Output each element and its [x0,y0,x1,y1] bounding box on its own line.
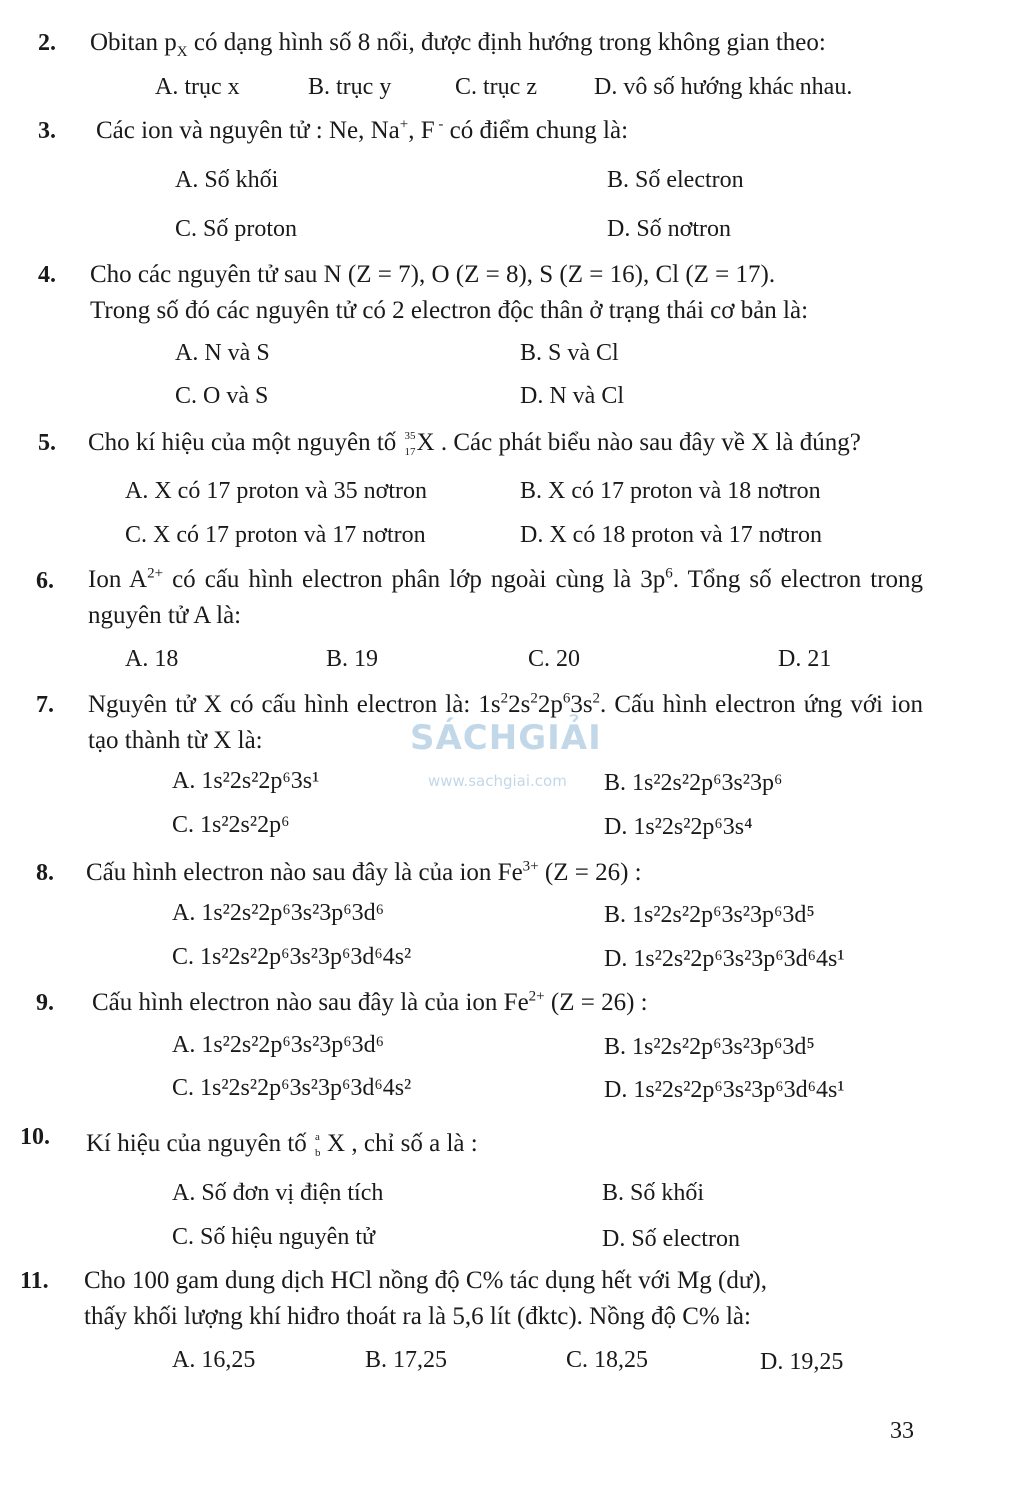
question-number: 8. [36,860,54,886]
option-b: B. X có 17 proton và 18 nơtron [520,478,821,504]
question-stem: Cho các nguyên tử sau N (Z = 7), O (Z = 8), S (Z = 16), Cl (Z = 17). Trong số đó các nguyên tử có 2 electron độc thân ở trạng thái cơ bản là: [90,261,809,324]
watermark-logo: SÁCHGIẢI [410,718,602,758]
option-b: B. Số khối [602,1180,705,1206]
option-c: C. 20 [528,646,581,672]
option-d: D. 1s²2s²2p⁶3s⁴ [604,814,753,840]
option-c: C. 18,25 [566,1347,649,1373]
question-number: 9. [36,990,54,1016]
option-a: A. 1s²2s²2p⁶3s²3p⁶3d⁶ [172,1032,385,1058]
option-c: C. 1s²2s²2p⁶ [172,812,290,838]
page-number: 33 [890,1418,914,1444]
question-stem: Cấu hình electron nào sau đây là của ion $Fe^{3+}$ (Z = 26) : [86,858,642,886]
option-c: C. Số hiệu nguyên tử [172,1224,376,1250]
question-stem: Các ion và nguyên tử : Ne, Na+, F - có điểm chung là: [96,116,629,144]
question-stem: Kí hiệu của nguyên tố a b X , chỉ số a là : [86,1126,916,1162]
option-b: B. 19 [326,646,379,672]
question-number: 4. [38,262,56,288]
option-a: A. 18 [125,646,179,672]
question-number: 7. [36,692,54,718]
option-c: C. 1s²2s²2p⁶3s²3p⁶3d⁶4s² [172,1075,412,1101]
question-number: 5. [38,430,56,456]
option-c: C. Số proton [175,216,298,242]
option-d: D. Số nơtron [607,216,732,242]
option-b: B. Số electron [607,167,744,193]
option-a: A. Số đơn vị điện tích [172,1180,384,1206]
option-b: B. 1s²2s²2p⁶3s²3p⁶3d⁵ [604,902,815,928]
option-d: D. vô số hướng khác nhau. [594,74,853,100]
option-d: D. N và Cl [520,383,624,409]
option-a: A. 1s²2s²2p⁶3s¹ [172,768,320,794]
question-number: 2. [38,30,56,56]
option-c: C. trục z [455,74,537,100]
option-c: C. 1s²2s²2p⁶3s²3p⁶3d⁶4s² [172,944,412,970]
option-d: D. Số electron [602,1226,740,1252]
option-d: D. 19,25 [760,1349,844,1375]
nuclide-notation: a b [315,1131,321,1159]
option-b: B. 1s²2s²2p⁶3s²3p⁶3d⁵ [604,1034,815,1060]
option-a: A. Số khối [175,167,279,193]
question-stem: Cho 100 gam dung dịch HCl nồng độ C% tác dụng hết với Mg (dư), thấy khối lượng khí hiđro thoát ra là 5,6 lít (đktc). Nồng độ C% là: [84,1267,767,1330]
watermark [410,718,620,798]
watermark-url: www.sachgiai.com [428,772,567,790]
option-c: C. O và S [175,383,269,409]
option-b: B. 1s²2s²2p⁶3s²3p⁶ [604,770,783,796]
question-stem: Obitan $p_X$ có dạng hình số 8 nổi, được định hướng trong không gian theo: [90,29,826,60]
option-a: A. N và S [175,340,270,366]
option-d: D. 21 [778,646,832,672]
question-stem: Nguyên tử X có cấu hình electron là: $1s^22s^22p^63s^2$. Cấu hình electron ứng với ion tạo thành từ X là: [88,690,923,754]
option-c: C. X có 17 proton và 17 nơtron [125,522,426,548]
question-stem: Cấu hình electron nào sau đây là của ion $Fe^{2+}$ (Z = 26) : [92,988,648,1016]
option-b: B. trục y [308,74,392,100]
nuclide-notation: 35 17 [404,430,416,458]
question-number: 11. [20,1268,49,1294]
question-number: 10. [20,1124,50,1150]
question-number: 6. [36,568,54,594]
option-d: D. X có 18 proton và 17 nơtron [520,522,822,548]
question-number: 3. [38,118,56,144]
option-a: A. 1s²2s²2p⁶3s²3p⁶3d⁶ [172,900,385,926]
question-stem: Cho kí hiệu của một nguyên tố 35 17 X . Các phát biểu nào sau đây về X là đúng? [88,425,928,461]
question-stem: Ion $A^{2+}$ có cấu hình electron phân lớp ngoài cùng là $3p^6$. Tổng số electron trong nguyên tử A là: [88,565,924,629]
option-a: A. 16,25 [172,1347,256,1373]
option-b: B. 17,25 [365,1347,448,1373]
option-a: A. X có 17 proton và 35 nơtron [125,478,427,504]
option-b: B. S và Cl [520,340,619,366]
option-a: A. trục x [155,74,240,100]
option-d: D. 1s²2s²2p⁶3s²3p⁶3d⁶4s¹ [604,946,845,972]
option-d: D. 1s²2s²2p⁶3s²3p⁶3d⁶4s¹ [604,1077,845,1103]
